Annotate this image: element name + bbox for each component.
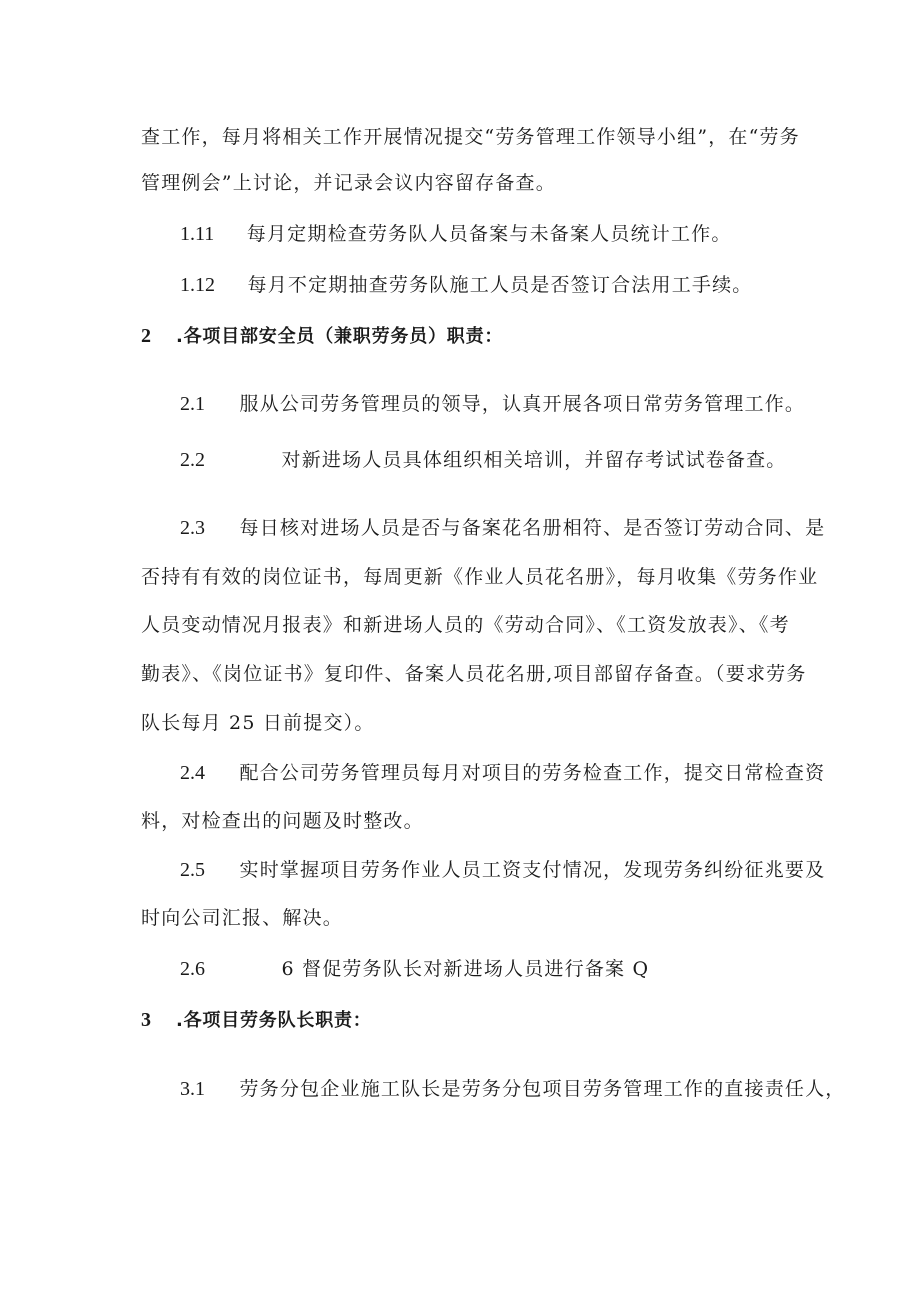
- list-item-1-12: [180, 272, 753, 298]
- item-text: 每月定期检查劳务队人员备案与未备案人员统计工作。: [246, 223, 732, 245]
- item-text: 每日核对进场人员是否与备案花名册相符、是否签订劳动合同、是: [239, 517, 826, 539]
- item-number: 2.5: [180, 859, 205, 881]
- list-item-2-2: [180, 447, 787, 473]
- item-text: 实时掌握项目劳务作业人员工资支付情况，发现劳务纠纷征兆要及: [239, 859, 826, 881]
- intro-line-2: 管理例会”上讨论，并记录会议内容留存备查。: [141, 172, 556, 194]
- list-item-2-4: [180, 760, 825, 786]
- item-text: 每月不定期抽查劳务队施工人员是否签订合法用工手续。: [247, 274, 753, 296]
- item-number: 1.11: [180, 223, 215, 245]
- section-heading-2: [141, 323, 503, 350]
- section-number: 3: [141, 1009, 152, 1031]
- list-item-1-11: [180, 221, 732, 247]
- list-item-2-6: [180, 956, 649, 982]
- item-2-5-line-2: 时向公司汇报、解决。: [141, 907, 344, 929]
- item-text: 服从公司劳务管理员的领导，认真开展各项日常劳务管理工作。: [239, 393, 806, 415]
- item-2-3-line-5: 队长每月 25 日前提交）。: [141, 712, 375, 734]
- item-2-3-line-4: 勤表》、《岗位证书》复印件、备案人员花名册,项目部留存备查。（要求劳务: [141, 663, 807, 685]
- list-item-3-1: [180, 1076, 846, 1102]
- intro-line-1: 查工作，每月将相关工作开展情况提交“劳务管理工作领导小组”，在“劳务: [141, 126, 800, 148]
- item-2-4-line-2: 料，对检查出的问题及时整改。: [141, 810, 424, 832]
- item-number: 2.6: [180, 958, 205, 980]
- list-item-2-5: [180, 857, 825, 883]
- section-title: .各项目部安全员（兼职劳务员）职责：: [175, 326, 504, 347]
- item-2-3-line-3: 人员变动情况月报表》和新进场人员的《劳动合同》、《工资发放表》、《考: [141, 614, 790, 636]
- item-number: 2.1: [180, 393, 205, 415]
- list-item-2-1: [180, 391, 805, 417]
- item-text: 配合公司劳务管理员每月对项目的劳务检查工作，提交日常检查资: [239, 762, 826, 784]
- item-number: 2.4: [180, 762, 205, 784]
- section-title: .各项目劳务队长职责：: [175, 1010, 372, 1031]
- section-number: 2: [141, 325, 152, 347]
- list-item-2-3: [180, 515, 825, 541]
- section-heading-3: [141, 1007, 372, 1034]
- item-number: 3.1: [180, 1078, 205, 1100]
- item-text: 劳务分包企业施工队长是劳务分包项目劳务管理工作的直接责任人，: [239, 1078, 846, 1100]
- item-text: 6 督促劳务队长对新进场人员进行备案 Q: [281, 958, 650, 980]
- item-text: 对新进场人员具体组织相关培训，并留存考试试卷备查。: [281, 449, 787, 471]
- item-number: 1.12: [180, 274, 215, 296]
- item-2-3-line-2: 否持有有效的岗位证书，每周更新《作业人员花名册》，每月收集《劳务作业: [141, 566, 819, 588]
- item-number: 2.2: [180, 449, 205, 471]
- item-number: 2.3: [180, 517, 205, 539]
